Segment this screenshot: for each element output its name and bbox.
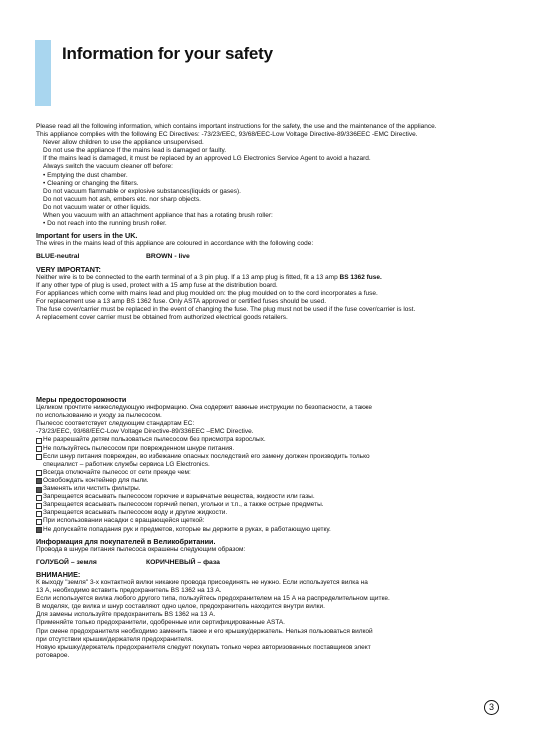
ru-list-item-text: Заменять или чистить фильтры. [43, 485, 141, 493]
instruction-line: If the mains lead is damaged, it must be replaced by an approved LG Electronics Service Agent to avoid a hazard. [43, 155, 371, 163]
filled-checkbox-icon [36, 478, 42, 484]
wire-code-brown: BROWN - live [146, 253, 190, 261]
ru-list-item [36, 517, 506, 525]
very-important-text: Neither wire is to be connected to the earth terminal of a 3 pin plug. If a 13 amp plug is fitted, fit a 13 amp [36, 273, 338, 281]
ru-list-item-text: Освобождать контейнер для пыли. [43, 476, 149, 484]
wire-code-blue: BLUE-neutral [36, 253, 80, 261]
ru-very-important-line: В моделях, где вилка и шнур составляют одно целое, предохранитель находится внутри вилки. [36, 603, 325, 611]
ru-wire-code-brown: КОРИЧНЕВЫЙ – фаза [146, 558, 220, 566]
uk-text: The wires in the mains lead of this appliance are coloured in accordance with the following code: [36, 240, 314, 248]
checkbox-icon [36, 470, 42, 476]
ru-list-item-text: Запрещается всасывать пылесосом горючие и взрывчатые вещества, жидкости или газы. [43, 493, 315, 501]
ru-instruction-list [36, 436, 506, 533]
ru-list-item-text: Если шнур питания поврежден, во избежание опасных последствий его замену должен производить только [43, 452, 370, 460]
very-important-heading: VERY IMPORTANT: [36, 264, 101, 274]
instruction-line: • Do not reach into the running brush roller. [43, 220, 167, 228]
ru-very-important-line: 13 А, необходимо вставить предохранитель BS 1362 на 13 А. [36, 587, 222, 595]
ru-list-item [36, 469, 506, 477]
filled-checkbox-icon [36, 487, 42, 493]
russian-section [36, 396, 506, 660]
ru-list-item [36, 461, 506, 469]
checkbox-icon [36, 446, 42, 452]
ru-very-important-line: Новую крышку/держатель предохранителя следует покупать только через авторизованных поставщиков элект [36, 643, 371, 651]
very-important-line: A replacement cover carrier must be obtained from authorized electrical goods retailers. [36, 314, 288, 322]
ru-wire-code-blue: ГОЛУБОЙ – земля [36, 558, 97, 566]
ru-list-item-text: Не пользуйтесь пылесосом при поврежденном шнуре питания. [43, 444, 235, 452]
ru-intro-line: Пылесос соответствует следующим стандартам ЕС: [36, 420, 195, 428]
ru-uk-heading: Информация для покупателей в Великобритании. [36, 536, 216, 546]
uk-heading: Important for users in the UK. [36, 231, 138, 241]
ru-intro-line: Целиком прочтите нижеследующую информацию. Она содержит важные инструкции по безопасности, а также [36, 404, 372, 412]
ru-list-item-text: Запрещается всасывать пылесосом горячий пепел, угольки и т.п., а также острые предметы. [43, 501, 324, 509]
very-important-line: If any other type of plug is used, protect with a 15 amp fuse at the distribution board. [36, 281, 278, 289]
ru-very-important-line: при отсутствии крышки/держателя предохранителя. [36, 635, 194, 643]
intro-line: This appliance complies with the following EC Directives: -73/23/EEC, 93/68/EEC-Low Voltage Directive-89/336EEC -EMC Directive. [36, 131, 418, 139]
safety-instructions [36, 139, 506, 228]
page-number: 3 [484, 700, 499, 715]
ru-list-item [36, 445, 506, 453]
ru-uk-text: Провода в шнуре питания пылесоса окрашены следующим образом: [36, 545, 246, 553]
instruction-line: When you vacuum with an attachment appliance that has a rotating brush roller: [43, 212, 273, 220]
ru-intro-line: по использованию и уходу за пылесосом. [36, 412, 162, 420]
wire-codes [36, 253, 506, 261]
filled-checkbox-icon [36, 527, 42, 533]
very-important-line: The fuse cover/carrier must be replaced in the event of changing the fuse. The plug must not be used if the fuse cover/carrier is lost. [36, 305, 416, 313]
ru-list-item-text: Всегда отключайте пылесос от сети прежде чем: [43, 468, 191, 476]
instruction-line: Never allow children to use the appliance unsupervised. [43, 139, 204, 147]
ru-list-item-text: Запрещается всасывать пылесосом воду и другие жидкости. [43, 509, 228, 517]
ru-list-item [36, 485, 506, 493]
instruction-line: Do not vacuum water or other liquids. [43, 203, 151, 211]
ru-list-item-text: При использовании насадки с вращающейся щеткой: [43, 517, 205, 525]
ru-very-important-line: К выходу "земля" 3-х контактной вилки никакие провода присоединять не нужно. Если используется вилка на [36, 578, 368, 586]
instruction-line: Always switch the vacuum cleaner off before: [43, 163, 173, 171]
title-accent-bar [35, 40, 51, 106]
ru-intro-line: -73/23/EEC, 93/68/EEC-Low Voltage Directive-89/336EEC –EMC Directive. [36, 428, 254, 436]
ru-very-important-line: Применяйте только предохранители, одобренные или сертифицированные ASTA. [36, 619, 285, 627]
very-important-line: For replacement use a 13 amp BS 1362 fuse. Only ASTA approved or certified fuses should be used. [36, 297, 327, 305]
ru-list-item-text: Не разрешайте детям пользоваться пылесосом без присмотра взрослых. [43, 436, 266, 444]
ru-very-important-heading: ВНИМАНИЕ: [36, 569, 81, 579]
instruction-line: Do not vacuum flammable or explosive substances(liquids or gases). [43, 187, 241, 195]
very-important-line: For appliances which come with mains lead and plug moulded on: the plug moulded on to the cord incorporates a fuse. [36, 289, 378, 297]
intro-line: Please read all the following information, which contains important instructions for the safety, the use and the maintenance of the appliance. [36, 123, 437, 130]
checkbox-icon [36, 495, 42, 501]
ru-list-item [36, 477, 506, 485]
ru-very-important-line: Если используется вилка любого другого типа, пользуйтесь предохранителем на 15 А на распределительном щитке. [36, 595, 390, 603]
ru-list-item [36, 493, 506, 501]
ru-list-item [36, 436, 506, 444]
ru-list-item [36, 509, 506, 517]
instruction-line: • Emptying the dust chamber. [43, 171, 128, 179]
checkbox-icon [36, 519, 42, 525]
very-important-line [36, 274, 506, 282]
ru-very-important-line: ротоварое. [36, 651, 70, 659]
checkbox-icon [36, 511, 42, 517]
checkbox-icon [36, 503, 42, 509]
ru-heading: Меры предосторожности [36, 395, 127, 404]
instruction-line: Do not vacuum hot ash, embers etc. nor sharp objects. [43, 195, 201, 203]
page-title: Information for your safety [62, 44, 273, 63]
instruction-line: • Cleaning or changing the filters. [43, 179, 139, 187]
checkbox-icon [36, 438, 42, 444]
ru-list-item [36, 501, 506, 509]
instruction-line: Do not use the appliance If the mains lead is damaged or faulty. [43, 147, 227, 155]
ru-very-important-line: Для замены используйте предохранитель BS 1362 на 13 А. [36, 611, 216, 619]
ru-list-item [36, 453, 506, 461]
ru-very-important-line: При смене предохранителя необходимо заменить также и его крышку/держатель. Нельзя пользоваться вилкой [36, 627, 373, 635]
ru-wire-codes [36, 559, 506, 567]
fuse-bold-text: BS 1362 fuse. [339, 273, 382, 281]
checkbox-icon [36, 454, 42, 460]
ru-list-item-text: Не допускайте попадания рук и предметов, которые вы держите в руках, в работающую щетку. [43, 525, 331, 533]
ru-list-item [36, 526, 506, 534]
ru-list-item-text: специалист – работник службы сервиса LG Electronics. [43, 460, 210, 468]
english-section [36, 123, 506, 322]
